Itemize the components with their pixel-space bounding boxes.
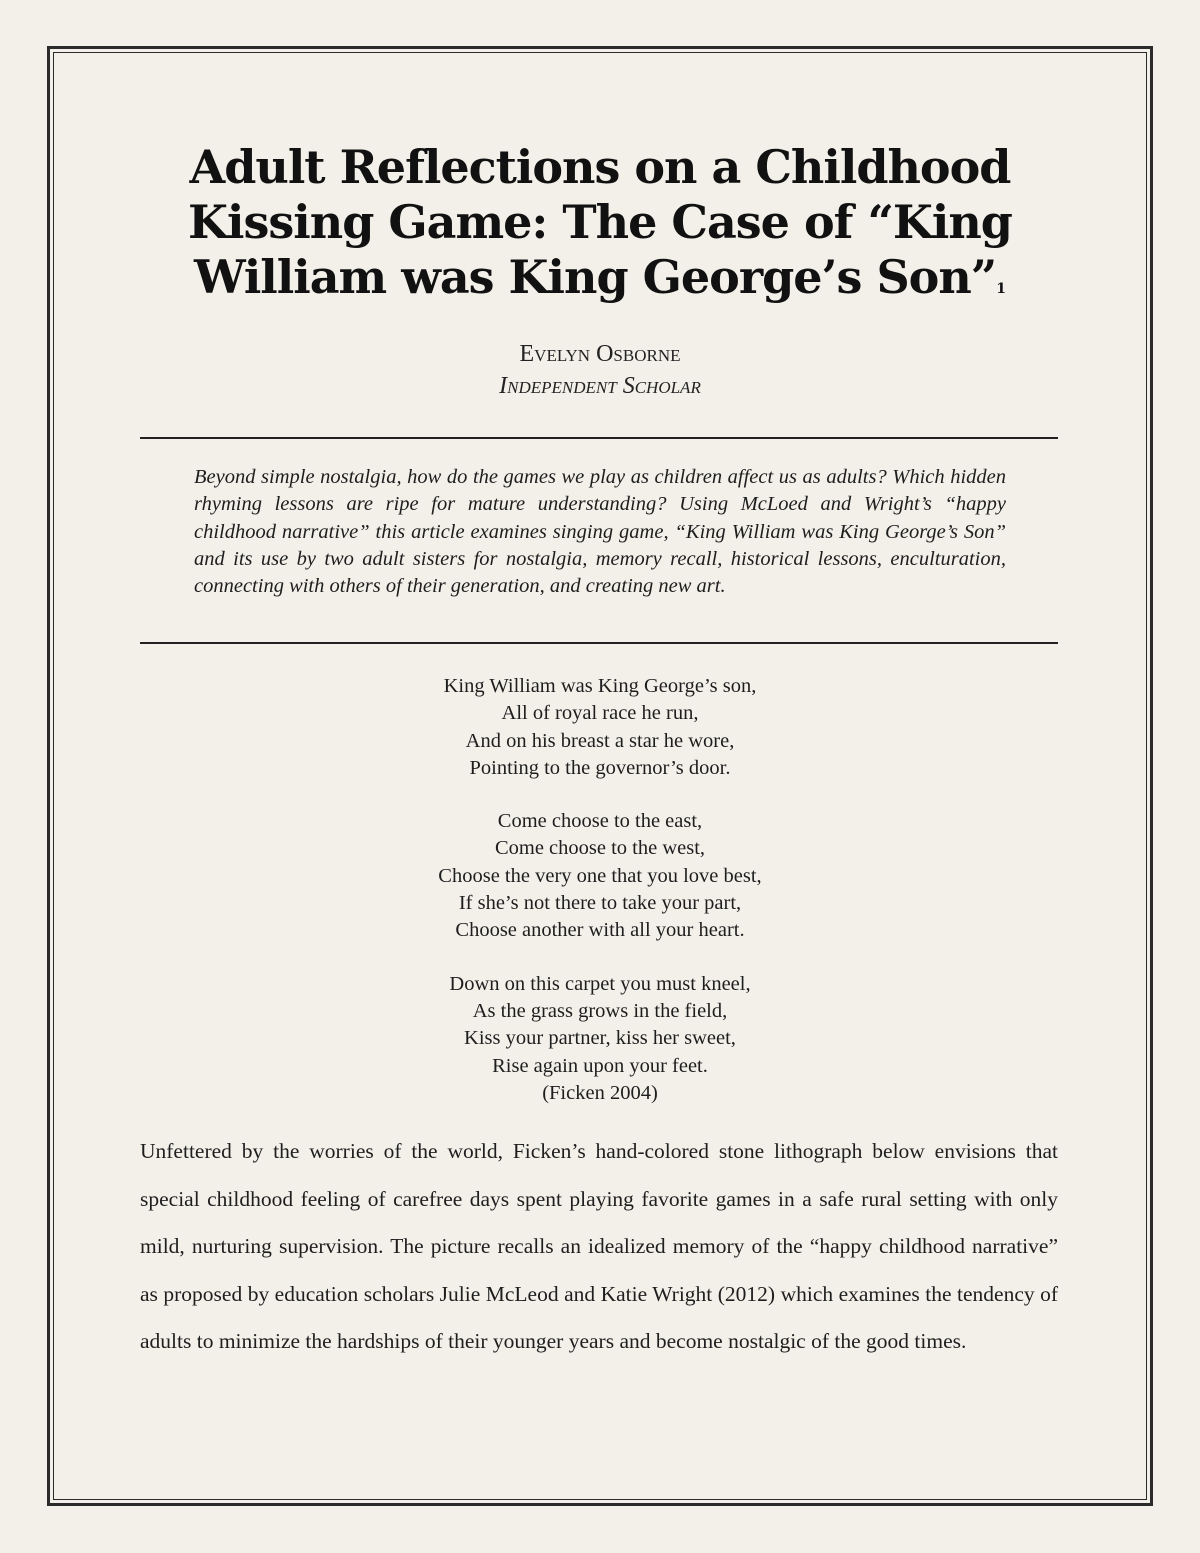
abstract-rule-top	[140, 437, 1058, 439]
poem-line: As the grass grows in the field,	[472, 999, 728, 1022]
poem-line: Pointing to the governor’s door.	[469, 756, 731, 779]
poem-line: If she’s not there to take your part,	[458, 892, 742, 915]
poem-line: Come choose to the east,	[497, 810, 703, 833]
poem-line: All of royal race he run,	[501, 702, 699, 725]
poem-stanza	[300, 808, 900, 944]
poem-line: Come choose to the west,	[494, 837, 706, 860]
poem-line: And on his breast a star he wore,	[465, 729, 735, 752]
poem-citation: (Ficken 2004)	[542, 1081, 658, 1104]
author-name: Evelyn Osborne	[519, 341, 681, 367]
poem	[300, 673, 900, 1107]
poem-line: Kiss your partner, kiss her sweet,	[464, 1027, 736, 1050]
poem-stanza	[300, 971, 900, 1107]
poem-line: Rise again upon your feet.	[492, 1054, 708, 1077]
abstract-rule-bottom	[140, 642, 1058, 644]
poem-line: Choose another with all your heart.	[455, 919, 745, 942]
poem-line: King William was King George’s son,	[443, 675, 757, 697]
article-title	[140, 140, 1060, 317]
author-affiliation: Independent Scholar	[499, 373, 701, 399]
body-paragraph: Unfettered by the worries of the world, Ficken’s hand-colored stone lithograph below envisions that special childhood feeling of carefree days spent playing favorite games in a safe rural setting with only mild, nurturing supervision. The picture recalls an idealized memory of the “happy childhood narrative” as proposed by education scholars Julie McLeod and Katie Wright (2012) which examines the tendency of adults to minimize the hardships of their younger years and become nostalgic of the good times.	[140, 1139, 1058, 1354]
article-title-text: Adult Reflections on a Childhood Kissing Game: The Case of “King William was King George’s Son”	[188, 140, 1012, 304]
poem-stanza	[300, 673, 900, 782]
footnote-marker[interactable]: 1	[996, 281, 1007, 297]
poem-line: Down on this carpet you must kneel,	[449, 972, 751, 995]
abstract: Beyond simple nostalgia, how do the games we play as children affect us as adults? Which hidden rhyming lessons are ripe for mature understanding? Using McLoed and Wright’s “happy childhood narrative” this article examines singing game, “King William was King George’s Son” and its use by two adult sisters for nostalgia, memory recall, historical lessons, enculturation, connecting with others of their generation, and creating new art.	[194, 466, 1006, 598]
poem-line: Choose the very one that you love best,	[438, 864, 762, 887]
